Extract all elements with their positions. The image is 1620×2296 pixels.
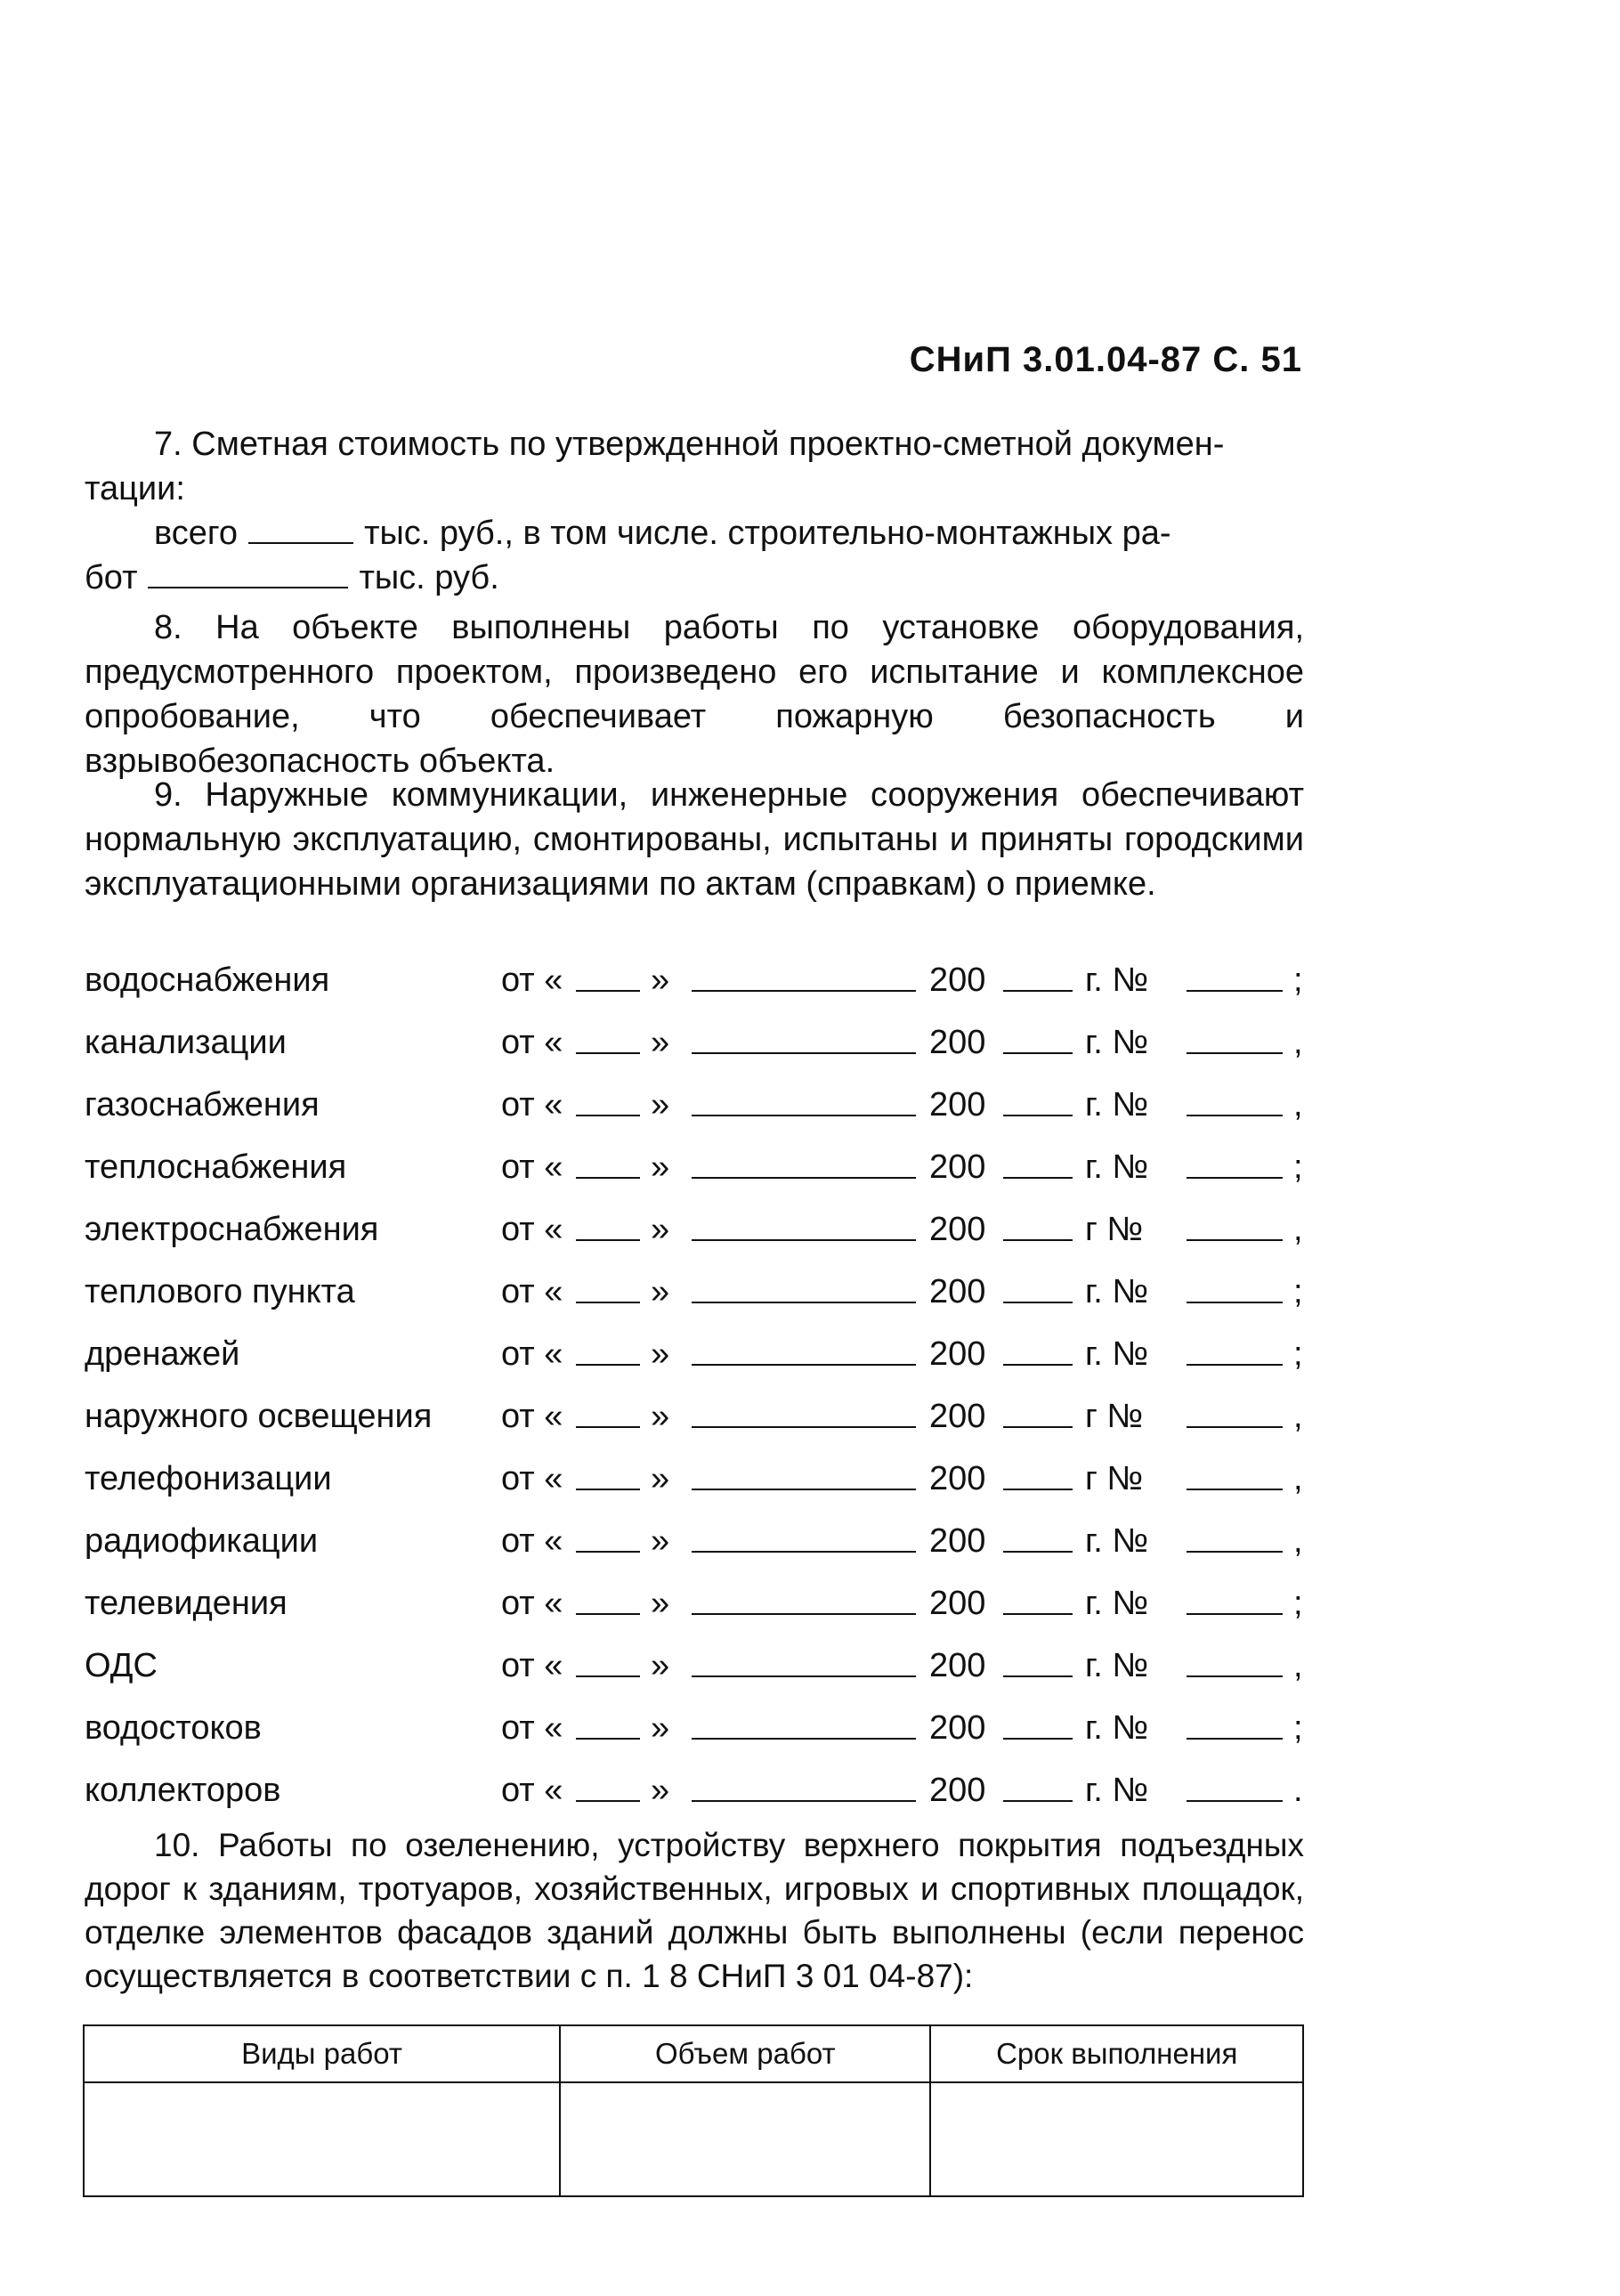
row-end-punct: ; [1293,961,1303,999]
day-blank[interactable] [576,1302,640,1303]
list-item [85,1572,1313,1635]
number-blank[interactable] [1187,1738,1283,1740]
number-blank[interactable] [1187,1613,1283,1615]
number-blank[interactable] [1187,1302,1283,1303]
communication-name: телефонизации [85,1460,332,1497]
from-label: от « [501,1460,563,1497]
number-label: г. № [1085,1772,1149,1809]
year-blank[interactable] [1003,1489,1073,1490]
number-label: г. № [1085,1647,1149,1684]
from-label: от « [501,1647,563,1684]
number-blank[interactable] [1187,1489,1283,1490]
from-label: от « [501,1585,563,1622]
from-label: от « [501,1086,563,1124]
number-label: г. № [1085,1335,1149,1373]
year-label: 200 [929,1273,986,1310]
cell-work-volume[interactable] [560,2082,930,2196]
month-blank[interactable] [692,990,916,992]
communication-name: телевидения [85,1585,288,1622]
list-item [85,1011,1313,1074]
day-blank[interactable] [576,1177,640,1179]
cell-deadline[interactable] [930,2082,1303,2196]
item7-line2: тации: [85,470,185,507]
number-blank[interactable] [1187,1675,1283,1677]
number-label: г. № [1085,1585,1149,1622]
month-blank[interactable] [692,1177,916,1179]
from-label: от « [501,1398,563,1435]
number-blank[interactable] [1187,1800,1283,1802]
from-label: от « [501,1211,563,1248]
from-label: от « [501,1335,563,1373]
communication-name: ОДС [85,1647,158,1684]
communication-name: водоснабжения [85,961,330,999]
day-blank[interactable] [576,1551,640,1553]
row-end-punct: . [1293,1772,1303,1809]
from-label: от « [501,961,563,999]
month-blank[interactable] [692,1675,916,1677]
number-blank[interactable] [1187,1115,1283,1116]
year-label: 200 [929,1024,986,1061]
month-blank[interactable] [692,1738,916,1740]
from-label: от « [501,1024,563,1061]
item7-line3 [85,511,1304,556]
table-row [84,2082,1303,2196]
communication-name: радиофикации [85,1522,319,1560]
number-label: г. № [1085,1148,1149,1186]
day-blank[interactable] [576,990,640,992]
number-label: г. № [1085,1522,1149,1560]
year-label: 200 [929,1709,986,1747]
number-blank[interactable] [1187,1426,1283,1428]
row-end-punct: , [1293,1024,1303,1061]
number-blank[interactable] [1187,1177,1283,1179]
number-label: г. № [1085,1273,1149,1310]
year-label: 200 [929,1335,986,1373]
number-blank[interactable] [1187,1239,1283,1241]
works-table [83,2024,1304,2197]
row-end-punct: , [1293,1522,1303,1560]
year-blank[interactable] [1003,1052,1073,1054]
communication-name: наружного освещения [85,1398,433,1435]
item10-paragraph: 10. Работы по озеленению, устройству верхнего покрытия подъездных дорог к зданиям, тротуаров, хозяйственных, игровых и спортивных площадок, отделке элементов фасадов зданий должны быть выполнены (если перенос осуществляется в соответствии с п. 1 8 СНиП 3 01 04-87): [85,1827,1304,1994]
year-label: 200 [929,1522,986,1560]
communication-name: дренажей [85,1335,240,1373]
year-blank[interactable] [1003,990,1073,992]
list-item [85,1261,1313,1323]
quote-close: » [651,1335,670,1373]
quote-close: » [651,1647,670,1684]
quote-close: » [651,1522,670,1560]
quote-close: » [651,1211,670,1248]
year-blank[interactable] [1003,1302,1073,1303]
year-label: 200 [929,1585,986,1622]
year-blank[interactable] [1003,1115,1073,1116]
day-blank[interactable] [576,1052,640,1054]
quote-close: » [651,1024,670,1061]
item7-line4 [85,556,1304,600]
list-item [85,1448,1313,1510]
month-blank[interactable] [692,1800,916,1802]
year-label: 200 [929,1086,986,1124]
quote-close: » [651,961,670,999]
number-blank[interactable] [1187,1052,1283,1054]
day-blank[interactable] [576,1738,640,1740]
communication-name: водостоков [85,1709,262,1747]
month-blank[interactable] [692,1239,916,1241]
quote-close: » [651,1398,670,1435]
year-blank[interactable] [1003,1613,1073,1615]
month-blank[interactable] [692,1052,916,1054]
day-blank[interactable] [576,1675,640,1677]
day-blank[interactable] [576,1613,640,1615]
from-label: от « [501,1772,563,1809]
item7-total-label: всего [154,515,239,552]
month-blank[interactable] [692,1613,916,1615]
year-blank[interactable] [1003,1551,1073,1553]
item7-units-label: тыс. руб. [359,559,499,596]
row-end-punct: , [1293,1647,1303,1684]
quote-close: » [651,1086,670,1124]
year-label: 200 [929,1647,986,1684]
list-item [85,1198,1313,1261]
from-label: от « [501,1522,563,1560]
col-header-work-type: Виды работ [84,2025,560,2082]
list-item [85,1323,1313,1385]
communication-name: коллекторов [85,1772,281,1809]
list-item [85,1385,1313,1448]
number-label: г. № [1085,1086,1149,1124]
row-end-punct: , [1293,1398,1303,1435]
year-label: 200 [929,1772,986,1809]
day-blank[interactable] [576,1489,640,1490]
page-header: СНиП 3.01.04-87 С. 51 [909,340,1302,379]
total-blank [248,515,353,544]
year-blank[interactable] [1003,1675,1073,1677]
quote-close: » [651,1585,670,1622]
number-blank[interactable] [1187,1551,1283,1553]
from-label: от « [501,1273,563,1310]
month-blank[interactable] [692,1302,916,1303]
list-item [85,1510,1313,1572]
list-item [85,949,1313,1011]
day-blank[interactable] [576,1426,640,1428]
row-end-punct: ; [1293,1709,1303,1747]
quote-close: » [651,1148,670,1186]
month-blank[interactable] [692,1489,916,1490]
day-blank[interactable] [576,1800,640,1802]
year-blank[interactable] [1003,1239,1073,1241]
col-header-deadline: Срок выполнения [930,2025,1303,2082]
item9-paragraph: 9. Наружные коммуникации, инженерные сооружения обеспечивают нормальную эксплуатацию, смонтированы, испытаны и приняты городскими эксплуатационными организациями по актам (справкам) о приемке. [85,776,1304,903]
row-end-punct: , [1293,1460,1303,1497]
month-blank[interactable] [692,1364,916,1366]
quote-close: » [651,1460,670,1497]
communications-list [85,949,1313,1821]
from-label: от « [501,1709,563,1747]
cell-work-type[interactable] [84,2082,560,2196]
number-blank[interactable] [1187,990,1283,992]
year-blank[interactable] [1003,1738,1073,1740]
month-blank[interactable] [692,1115,916,1116]
from-label: от « [501,1148,563,1186]
list-item [85,1635,1313,1697]
table-header-row [84,2025,1303,2082]
year-blank[interactable] [1003,1364,1073,1366]
list-item [85,1136,1313,1198]
day-blank[interactable] [576,1115,640,1116]
quote-close: » [651,1709,670,1747]
month-blank[interactable] [692,1426,916,1428]
row-end-punct: ; [1293,1148,1303,1186]
row-end-punct: ; [1293,1585,1303,1622]
day-blank[interactable] [576,1364,640,1366]
year-label: 200 [929,1460,986,1497]
year-label: 200 [929,1211,986,1248]
communication-name: теплового пункта [85,1273,355,1310]
item7-including-label: тыс. руб., в том числе. строительно-монтажных ра- [364,515,1171,552]
col-header-work-volume: Объем работ [560,2025,930,2082]
list-item [85,1759,1313,1821]
works-blank [148,560,348,588]
row-end-punct: , [1293,1211,1303,1248]
day-blank[interactable] [576,1239,640,1241]
year-label: 200 [929,961,986,999]
month-blank[interactable] [692,1551,916,1553]
number-label: г. № [1085,1024,1149,1061]
communication-name: газоснабжения [85,1086,320,1124]
year-label: 200 [929,1398,986,1435]
number-label: г. № [1085,1709,1149,1747]
year-label: 200 [929,1148,986,1186]
communication-name: электроснабжения [85,1211,379,1248]
communication-name: теплоснабжения [85,1148,347,1186]
row-end-punct: ; [1293,1273,1303,1310]
year-blank[interactable] [1003,1800,1073,1802]
quote-close: » [651,1772,670,1809]
list-item [85,1697,1313,1759]
number-label: г № [1085,1460,1144,1497]
quote-close: » [651,1273,670,1310]
row-end-punct: , [1293,1086,1303,1124]
number-label: г. № [1085,961,1149,999]
number-label: г № [1085,1398,1144,1435]
number-blank[interactable] [1187,1364,1283,1366]
item8-paragraph: 8. На объекте выполнены работы по установке оборудования, предусмотренного проектом, произведено его испытание и комплексное опробование, что обеспечивает пожарную безопасность и взрывобезопасность объекта. [85,609,1304,780]
communication-name: канализации [85,1024,287,1061]
number-label: г № [1085,1211,1144,1248]
year-blank[interactable] [1003,1426,1073,1428]
year-blank[interactable] [1003,1177,1073,1179]
item7-line1: 7. Сметная стоимость по утвержденной проектно-сметной докумен- [154,426,1225,463]
list-item [85,1074,1313,1136]
item7-works-label: бот [85,559,138,596]
row-end-punct: ; [1293,1335,1303,1373]
